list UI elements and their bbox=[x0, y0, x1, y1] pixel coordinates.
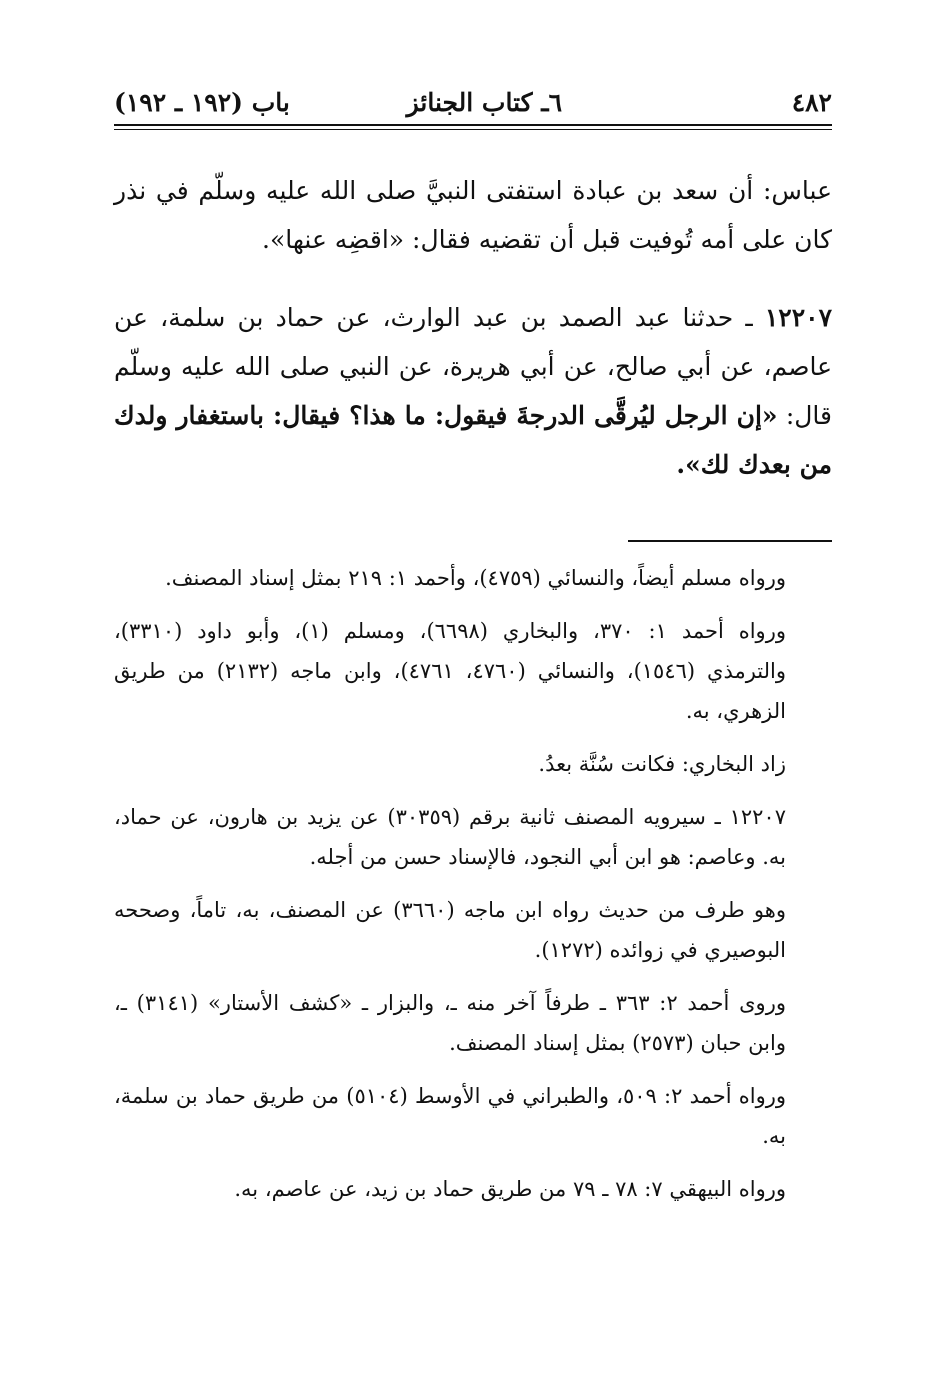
footnotes bbox=[114, 558, 832, 1222]
book-title: ٦ـ كتاب الجنائز bbox=[406, 88, 562, 117]
header-rule-thin bbox=[114, 129, 832, 130]
hadith-matn: «إن الرجل ليُرقَّى الدرجةَ فيقول: ما هذا؟ فيقال: باستغفار ولدك من بعدك لك». bbox=[114, 401, 832, 479]
footnote-item: زاد البخاري: فكانت سُنَّة بعدُ. bbox=[538, 752, 786, 776]
page-header bbox=[114, 84, 832, 124]
footnote-item: ورواه البيهقي ٧: ٧٨ ـ ٧٩ من طريق حماد بن زيد، عن عاصم، به. bbox=[234, 1177, 786, 1201]
footnote-item: ورواه أحمد ١: ٣٧٠، والبخاري (٦٦٩٨)، ومسلم (١)، وأبو داود (٣٣١٠)، والترمذي (١٥٤٦)، والنسائي (٤٧٦٠، ٤٧٦١)، وابن ماجه (٢١٣٢) من طريق الزهري، به. bbox=[114, 619, 787, 723]
footnote-separator bbox=[628, 540, 832, 542]
footnote-item: ورواه أحمد ٢: ٥٠٩، والطبراني في الأوسط (٥١٠٤) من طريق حماد بن سلمة، به. bbox=[114, 1084, 786, 1148]
footnote-item: وروى أحمد ٢: ٣٦٣ ـ طرفاً آخر منه ـ، والبزار ـ «كشف الأستار» (٣١٤١) ـ، وابن حبان (٢٥٧٣) بمثل إسناد المصنف. bbox=[114, 991, 786, 1055]
hadith-isnad: ـ حدثنا عبد الصمد بن عبد الوارث، عن حماد بن سلمة، عن عاصم، عن أبي صالح، عن أبي هريرة، عن النبي صلى الله عليه وسلّم قال: bbox=[114, 303, 832, 430]
chapter-title: باب (١٩٢ ـ ١٩٢) bbox=[114, 88, 290, 117]
paragraph-continued: عباس: أن سعد بن عبادة استفتى النبيَّ صلى الله عليه وسلّم في نذر كان على أمه تُوفيت قبل أن تقضيه فقال: «اقضِه عنها». bbox=[114, 176, 832, 254]
header-rule-thick bbox=[114, 124, 832, 126]
hadith-12207 bbox=[114, 293, 832, 489]
page-number: ٤٨٢ bbox=[791, 88, 832, 117]
hadith-number: ١٢٢٠٧ bbox=[764, 303, 833, 332]
footnote-item: ورواه مسلم أيضاً، والنسائي (٤٧٥٩)، وأحمد ١: ٢١٩ بمثل إسناد المصنف. bbox=[165, 566, 786, 590]
footnote-item: وهو طرف من حديث رواه ابن ماجه (٣٦٦٠) عن المصنف، به، تاماً، وصححه البوصيري في زوائده (١٢٧٢). bbox=[114, 898, 786, 962]
footnote-item: ١٢٢٠٧ ـ سيرويه المصنف ثانية برقم (٣٠٣٥٩) عن يزيد بن هارون، عن حماد، به. وعاصم: هو ابن أبي النجود، فالإسناد حسن من أجله. bbox=[114, 805, 786, 869]
